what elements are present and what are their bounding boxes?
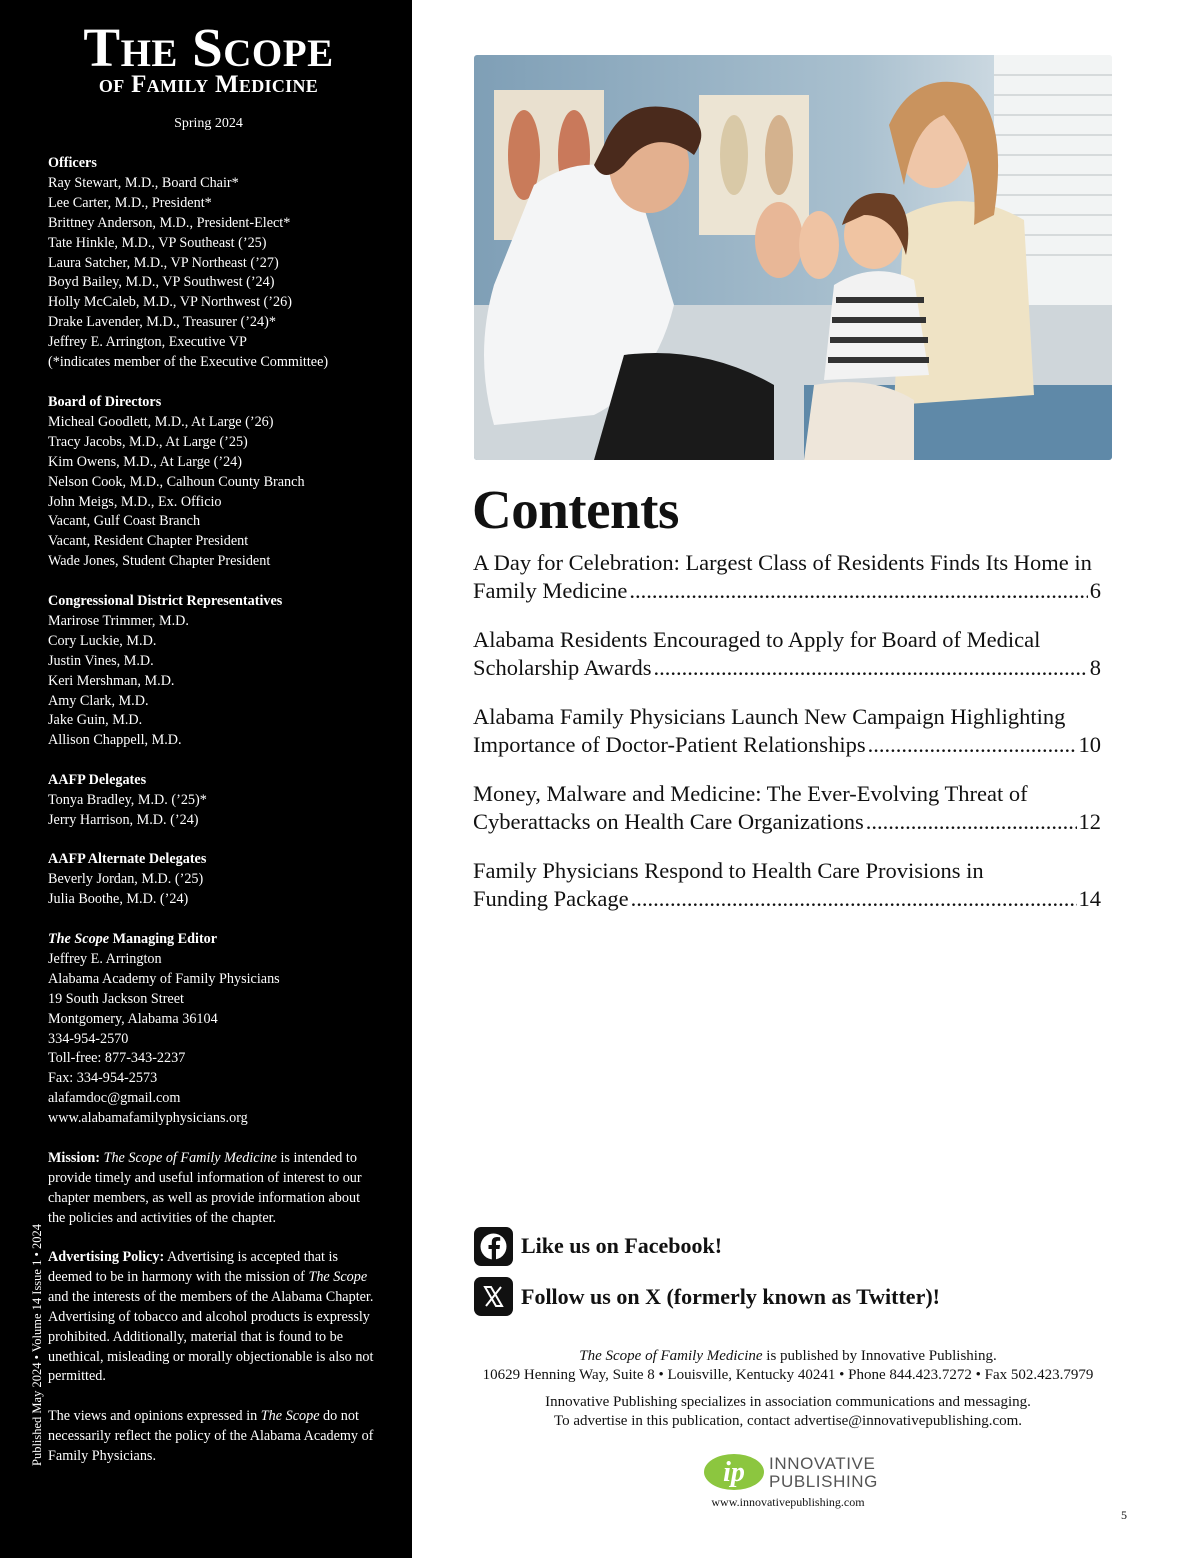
- masthead-subtitle: of Family Medicine: [98, 71, 319, 98]
- representative-line: Keri Mershman, M.D.: [48, 672, 175, 689]
- toc-page-number: 6: [1089, 578, 1101, 603]
- board-line: Vacant, Resident Chapter President: [48, 533, 249, 550]
- toc-page-number: 8: [1089, 655, 1101, 680]
- toc-title-line: Alabama Family Physicians Launch New Campaign Highlighting: [473, 704, 1066, 729]
- toc-page-number: 14: [1078, 886, 1101, 911]
- leader-dots: [654, 654, 1088, 682]
- publisher-text: is published by Innovative Publishing.: [762, 1348, 997, 1364]
- facebook-text[interactable]: Like us on Facebook!: [521, 1233, 723, 1258]
- views-italic: The Scope: [260, 1408, 320, 1424]
- publisher-info: [474, 1347, 1102, 1431]
- board-line: Nelson Cook, M.D., Calhoun County Branch: [48, 473, 305, 490]
- contents-title: Contents: [472, 479, 679, 540]
- toc-title-line: Alabama Residents Encouraged to Apply for Board of Medical: [473, 627, 1041, 652]
- officer-line: Tate Hinkle, M.D., VP Southeast (’25): [48, 234, 267, 251]
- alternate-line: Julia Boothe, M.D. (’24): [48, 890, 189, 907]
- toc-entry[interactable]: [473, 780, 1101, 836]
- table-of-contents: [473, 549, 1101, 934]
- section-heading: Board of Directors: [48, 394, 162, 410]
- officer-line: Brittney Anderson, M.D., President-Elect*: [48, 214, 291, 231]
- board-line: Wade Jones, Student Chapter President: [48, 553, 271, 570]
- advertising-section: [48, 1248, 378, 1387]
- toc-entry[interactable]: [473, 626, 1101, 682]
- svg-text:ip: ip: [723, 1457, 745, 1488]
- officer-line: Jeffrey E. Arrington, Executive VP: [48, 334, 247, 351]
- board-line: Kim Owens, M.D., At Large (’24): [48, 453, 242, 470]
- alternates-section: [48, 850, 378, 910]
- x-icon[interactable]: [474, 1277, 513, 1316]
- alternate-line: Beverly Jordan, M.D. (’25): [48, 870, 204, 887]
- section-heading: [48, 930, 378, 950]
- officer-line: Ray Stewart, M.D., Board Chair*: [48, 174, 239, 191]
- editor-line: Alabama Academy of Family Physicians: [48, 970, 280, 987]
- editor-heading-italic: The Scope: [48, 931, 110, 947]
- editor-section: [48, 930, 378, 1129]
- editor-line: 334-954-2570: [48, 1030, 129, 1047]
- officer-line: Laura Satcher, M.D., VP Northeast (’27): [48, 254, 279, 271]
- svg-text:PUBLISHING: PUBLISHING: [769, 1472, 878, 1491]
- mission-section: [48, 1149, 378, 1229]
- x-text[interactable]: Follow us on X (formerly known as Twitter)!: [521, 1284, 940, 1309]
- vertical-publication-note: Published May 2024 • Volume 14 Issue 1 • 2024: [30, 1224, 44, 1466]
- doctor-child-high-five-photo: [474, 55, 1112, 460]
- officer-line: Holly McCaleb, M.D., VP Northwest (’26): [48, 294, 292, 311]
- leader-dots: [866, 808, 1077, 836]
- leader-dots: [868, 731, 1077, 759]
- advertising-italic: The Scope: [308, 1268, 368, 1285]
- board-line: Micheal Goodlett, M.D., At Large (’26): [48, 413, 274, 430]
- representative-line: Cory Luckie, M.D.: [48, 632, 157, 649]
- views-section: [48, 1407, 378, 1467]
- advertising-text: and the interests of the members of the Alabama Chapter. Advertising of tobacco and alcohol products is expressly prohibited. Additionally, material that is found to be unethical, misleading or morally objectionable is also not permitted.: [48, 1288, 374, 1385]
- toc-entry[interactable]: [473, 703, 1101, 759]
- congressional-section: [48, 592, 378, 751]
- views-text: The views and opinions expressed in: [48, 1408, 261, 1424]
- officers-section: [48, 154, 378, 373]
- views-text: do not necessarily reflect the policy of the Alabama Academy of Family Physicians.: [48, 1408, 374, 1464]
- publisher-address: 10629 Henning Way, Suite 8 • Louisville, Kentucky 40241 • Phone 844.423.7272 • Fax 502.423.7979: [482, 1367, 1094, 1383]
- toc-title-line: Funding Package: [473, 886, 629, 911]
- representative-line: Justin Vines, M.D.: [48, 652, 154, 669]
- cover-photo: [474, 55, 1112, 460]
- facebook-icon[interactable]: [474, 1227, 513, 1266]
- delegate-line: Tonya Bradley, M.D. (’25)*: [48, 791, 207, 808]
- officer-line: Boyd Bailey, M.D., VP Southwest (’24): [48, 274, 275, 291]
- officer-line: (*indicates member of the Executive Committee): [48, 354, 329, 371]
- toc-title-line: Scholarship Awards: [473, 655, 652, 680]
- page-number: 5: [1121, 1508, 1127, 1522]
- editor-heading-rest: Managing Editor: [109, 931, 218, 947]
- board-line: Vacant, Gulf Coast Branch: [48, 513, 201, 530]
- section-heading: AAFP Delegates: [48, 772, 147, 788]
- editor-line: Jeffrey E. Arrington: [48, 950, 162, 967]
- toc-page-number: 12: [1078, 809, 1101, 834]
- toc-title-line: Money, Malware and Medicine: The Ever-Evolving Threat of: [473, 781, 1028, 806]
- editor-line: 19 South Jackson Street: [48, 990, 184, 1007]
- officer-line: Lee Carter, M.D., President*: [48, 194, 212, 211]
- mission-label: Mission:: [48, 1150, 101, 1166]
- officer-line: Drake Lavender, M.D., Treasurer (’24)*: [48, 314, 276, 331]
- publisher-specialty: Innovative Publishing specializes in association communications and messaging.: [545, 1394, 1031, 1410]
- editor-line: Toll-free: 877-343-2237: [48, 1050, 186, 1067]
- section-heading: Officers: [48, 155, 97, 171]
- sidebar: [0, 0, 412, 1558]
- svg-text:INNOVATIVE: INNOVATIVE: [769, 1454, 876, 1473]
- mission-italic: The Scope of Family Medicine: [103, 1150, 277, 1166]
- advertising-paragraph: [48, 1248, 378, 1387]
- delegate-line: Jerry Harrison, M.D. (’24): [48, 811, 199, 828]
- masthead: [36, 17, 381, 98]
- website-link[interactable]: www.alabamafamilyphysicians.org: [48, 1110, 248, 1127]
- toc-title-line: A Day for Celebration: Largest Class of Residents Finds Its Home in: [473, 550, 1092, 575]
- advertise-contact: To advertise in this publication, contact advertise@innovativepublishing.com.: [553, 1413, 1023, 1429]
- publication-name: The Scope of Family Medicine: [579, 1348, 763, 1364]
- board-line: John Meigs, M.D., Ex. Officio: [48, 493, 222, 510]
- publisher-website-link[interactable]: www.innovativepublishing.com: [711, 1495, 865, 1509]
- email-link[interactable]: alafamdoc@gmail.com: [48, 1090, 181, 1107]
- toc-entry[interactable]: [473, 549, 1101, 605]
- toc-title-line: Family Physicians Respond to Health Care Provisions in: [473, 858, 984, 883]
- section-heading: Congressional District Representatives: [48, 593, 283, 609]
- mission-paragraph: [48, 1149, 378, 1229]
- representative-line: Marirose Trimmer, M.D.: [48, 612, 189, 629]
- representative-line: Jake Guin, M.D.: [48, 712, 143, 729]
- masthead-title: The Scope: [83, 17, 334, 78]
- leader-dots: [631, 885, 1077, 913]
- toc-title-line: Family Medicine: [473, 578, 628, 603]
- innovative-publishing-logo: [702, 1450, 892, 1492]
- toc-entry[interactable]: [473, 857, 1101, 913]
- board-line: Tracy Jacobs, M.D., At Large (’25): [48, 433, 248, 450]
- leader-dots: [629, 577, 1087, 605]
- editor-line: Montgomery, Alabama 36104: [48, 1010, 218, 1027]
- publisher-line: [474, 1347, 1102, 1366]
- representative-line: Allison Chappell, M.D.: [48, 732, 182, 749]
- views-paragraph: [48, 1407, 378, 1467]
- toc-title-line: Cyberattacks on Health Care Organizations: [473, 809, 864, 834]
- toc-page-number: 10: [1078, 732, 1101, 757]
- section-heading: AAFP Alternate Delegates: [48, 851, 207, 867]
- representative-line: Amy Clark, M.D.: [48, 692, 149, 709]
- board-section: [48, 393, 378, 572]
- issue-date: Spring 2024: [174, 116, 243, 131]
- editor-line: Fax: 334-954-2573: [48, 1070, 158, 1087]
- advertising-text: Advertising is accepted that is deemed to be in harmony with the mission of: [48, 1249, 339, 1285]
- toc-title-line: Importance of Doctor-Patient Relationships: [473, 732, 866, 757]
- mission-text: is intended to provide timely and useful information of interest to our chapter members, as well as provide information about the policies and activities of the chapter.: [48, 1150, 362, 1226]
- advertising-label: Advertising Policy:: [48, 1249, 165, 1265]
- delegates-section: [48, 771, 378, 831]
